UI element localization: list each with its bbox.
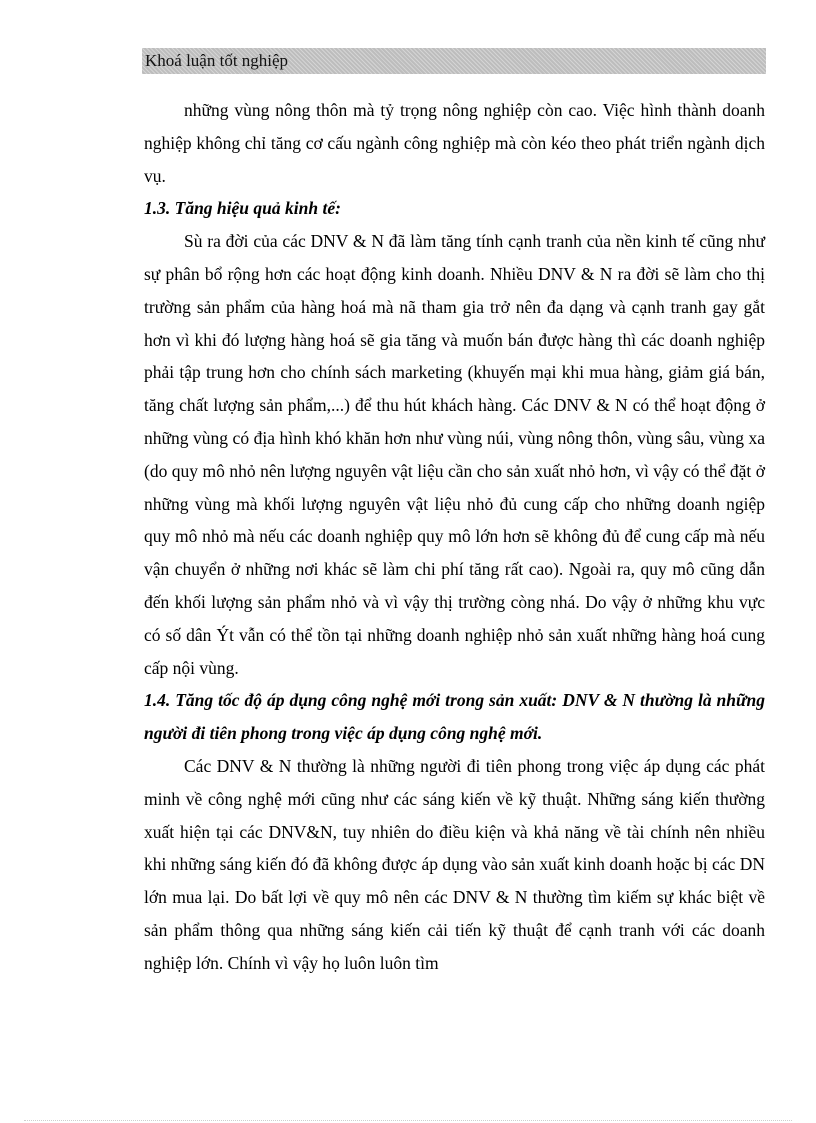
paragraph-technology-adoption: Các DNV & N thường là những người đi tiên phong trong việc áp dụng các phát minh về công nghệ mới cũng như các sáng kiến về kỹ thuật. Những sáng kiến thường xuất hiện tại các DNV&N, tuy nhiên do điều kiện và khả năng về tài chính nên nhiều khi những sáng kiến đó đã không được áp dụng vào sản xuất kinh doanh hoặc bị các DN lớn mua lại. Do bất lợi về quy mô nên các DNV & N thường tìm kiếm sự khác biệt về sản phẩm thông qua những sáng kiến cải tiến kỹ thuật để cạnh tranh với các doanh nghiệp lớn. Chính vì vậy họ luôn luôn tìm	[144, 755, 765, 973]
header-title: Khoá luận tốt nghiệp	[145, 51, 289, 70]
paragraph-economic-efficiency: Sù ra đời của các DNV & N đã làm tăng tính cạnh tranh của nền kinh tế cũng như sự phân bổ rộng hơn các hoạt động kinh doanh. Nhiều DNV & N ra đời sẽ làm cho thị trường sản phẩm của hàng hoá mà nã tham gia trở nên đa dạng và cạnh tranh gay gắt hơn vì khi đó lượng hàng hoá sẽ gia tăng và muốn bán được hàng thì các doanh nghiệp phải tập trung hơn cho chính sách marketing (khuyến mại khi mua hàng, giảm giá bán, tăng chất lượng sản phẩm,...) để thu hút khách hàng. Các DNV & N có thể hoạt động ở những vùng có địa hình khó khăn hơn như vùng núi, vùng nông thôn, vùng sâu, vùng xa (do quy mô nhỏ nên lượng nguyên vật liệu cần cho sản xuất nhỏ hơn, vì vậy có thể đặt ở những vùng mà khối lượng nguyên vật liệu nhỏ đủ cung cấp cho những doanh ngiệp quy mô nhỏ mà nếu các doanh nghiệp quy mô lớn hơn sẽ không đủ để cung cấp mà nếu vận chuyển ở những nơi khác sẽ làm chi phí tăng rất cao). Ngoài ra, quy mô cũng dẫn đến khối lượng sản phẩm nhỏ và vì vậy thị trường còng nhá. Do vậy ở những khu vực có số dân Ýt vẫn có thể tồn tại những doanh nghiệp nhỏ sản xuất những hàng hoá cung cấp nội vùng.	[144, 231, 765, 678]
document-body	[144, 94, 765, 980]
section-heading-1-3: 1.3. Tăng hiệu quả kinh tế:	[144, 198, 341, 219]
page-bottom-divider	[24, 1120, 792, 1121]
paragraph-continuation: những vùng nông thôn mà tỷ trọng nông nghiệp còn cao. Việc hình thành doanh nghiệp không chỉ tăng cơ cấu ngành công nghiệp mà còn kéo theo phát triển ngành dịch vụ.	[144, 100, 765, 186]
page-header-band	[142, 48, 766, 74]
section-heading-1-4: 1.4. Tăng tốc độ áp dụng công nghệ mới trong sản xuất: DNV & N thường là những người đi tiên phong trong việc áp dụng công nghệ mới.	[144, 690, 765, 744]
